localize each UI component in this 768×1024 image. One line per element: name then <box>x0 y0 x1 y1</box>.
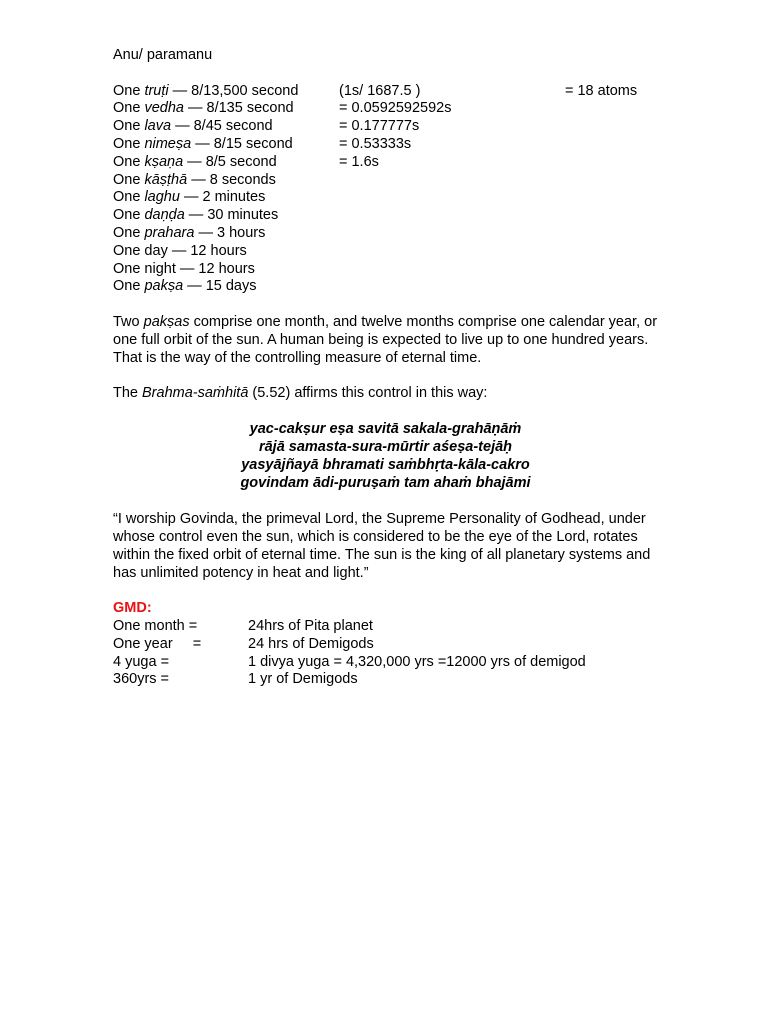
gmd-row: 4 yuga = 1 divya yuga = 4,320,000 yrs =12000 yrs of demigod <box>113 653 586 670</box>
gmd-row: One year = 24 hrs of Demigods <box>113 635 374 652</box>
unit-conversion: = 1.6s <box>339 153 379 170</box>
unit-row-day: One day — 12 hours <box>113 242 247 259</box>
unit-conversion: = 0.177777s <box>339 118 420 135</box>
unit-row-prahara: One prahara — 3 hours <box>113 224 266 241</box>
unit-row-paksa: One pakṣa — 15 days <box>113 278 257 295</box>
unit-row-truti: One truṭi — 8/13,500 second (1s/ 1687.5 ) = 18 atoms <box>113 82 638 99</box>
unit-row-lava: One lava — 8/45 second = 0.177777s <box>113 118 420 135</box>
unit-row-vedha: One vedha — 8/135 second = 0.0592592592s <box>113 100 452 117</box>
unit-row-night: One night — 12 hours <box>113 260 255 277</box>
verse-line: yasyājñayā bhramati saṁbhṛta-kāla-cakro <box>241 457 530 474</box>
verse-translation: “I worship Govinda, the primeval Lord, the Supreme Personality of Godhead, under whose control even the sun, which is considered to be the eye of the Lord, rotates within the fixed orbit of eternal time. The sun is the king of all planetary systems and has unlimited potency in heat and light.” <box>113 511 651 581</box>
sanskrit-verse <box>113 421 658 494</box>
time-units-list <box>113 83 658 297</box>
verse-line: govindam ādi-puruṣaṁ tam ahaṁ bhajāmi <box>240 475 531 492</box>
paragraph-months: Two pakṣas comprise one month, and twelve months comprise one calendar year, or one full orbit of the sun. A human being is expected to live up to one hundred years. That is the way of the controlling measure of eternal time. <box>113 313 658 366</box>
heading: Anu/ paramanu <box>113 47 213 63</box>
gmd-row: One month = 24hrs of Pita planet <box>113 618 373 635</box>
verse-line: rājā samasta-sura-mūrtir aśeṣa-tejāḥ <box>258 438 513 455</box>
verse-line: yac-cakṣur eṣa savitā sakala-grahāṇāṁ <box>249 420 522 437</box>
unit-row-danda: One daṇḍa — 30 minutes <box>113 207 279 224</box>
unit-conversion: = 0.53333s <box>339 135 412 152</box>
unit-row-laghu: One laghu — 2 minutes <box>113 189 266 206</box>
gmd-title: GMD: <box>113 600 152 617</box>
paragraph-brahma-samhita: The Brahma-saṁhitā (5.52) affirms this control in this way: <box>113 385 488 402</box>
unit-row-nimesa: One nimeṣa — 8/15 second = 0.53333s <box>113 135 412 152</box>
unit-conversion: (1s/ 1687.5 ) <box>339 82 421 99</box>
unit-conversion: = 0.0592592592s <box>339 100 452 117</box>
gmd-table <box>113 618 658 689</box>
document-page <box>113 47 658 689</box>
unit-row-ksana: One kṣaṇa — 8/5 second = 1.6s <box>113 153 379 170</box>
unit-row-kastha: One kāṣṭhā — 8 seconds <box>113 171 276 188</box>
gmd-row: 360yrs = 1 yr of Demigods <box>113 671 358 688</box>
unit-atoms: = 18 atoms <box>565 82 638 99</box>
